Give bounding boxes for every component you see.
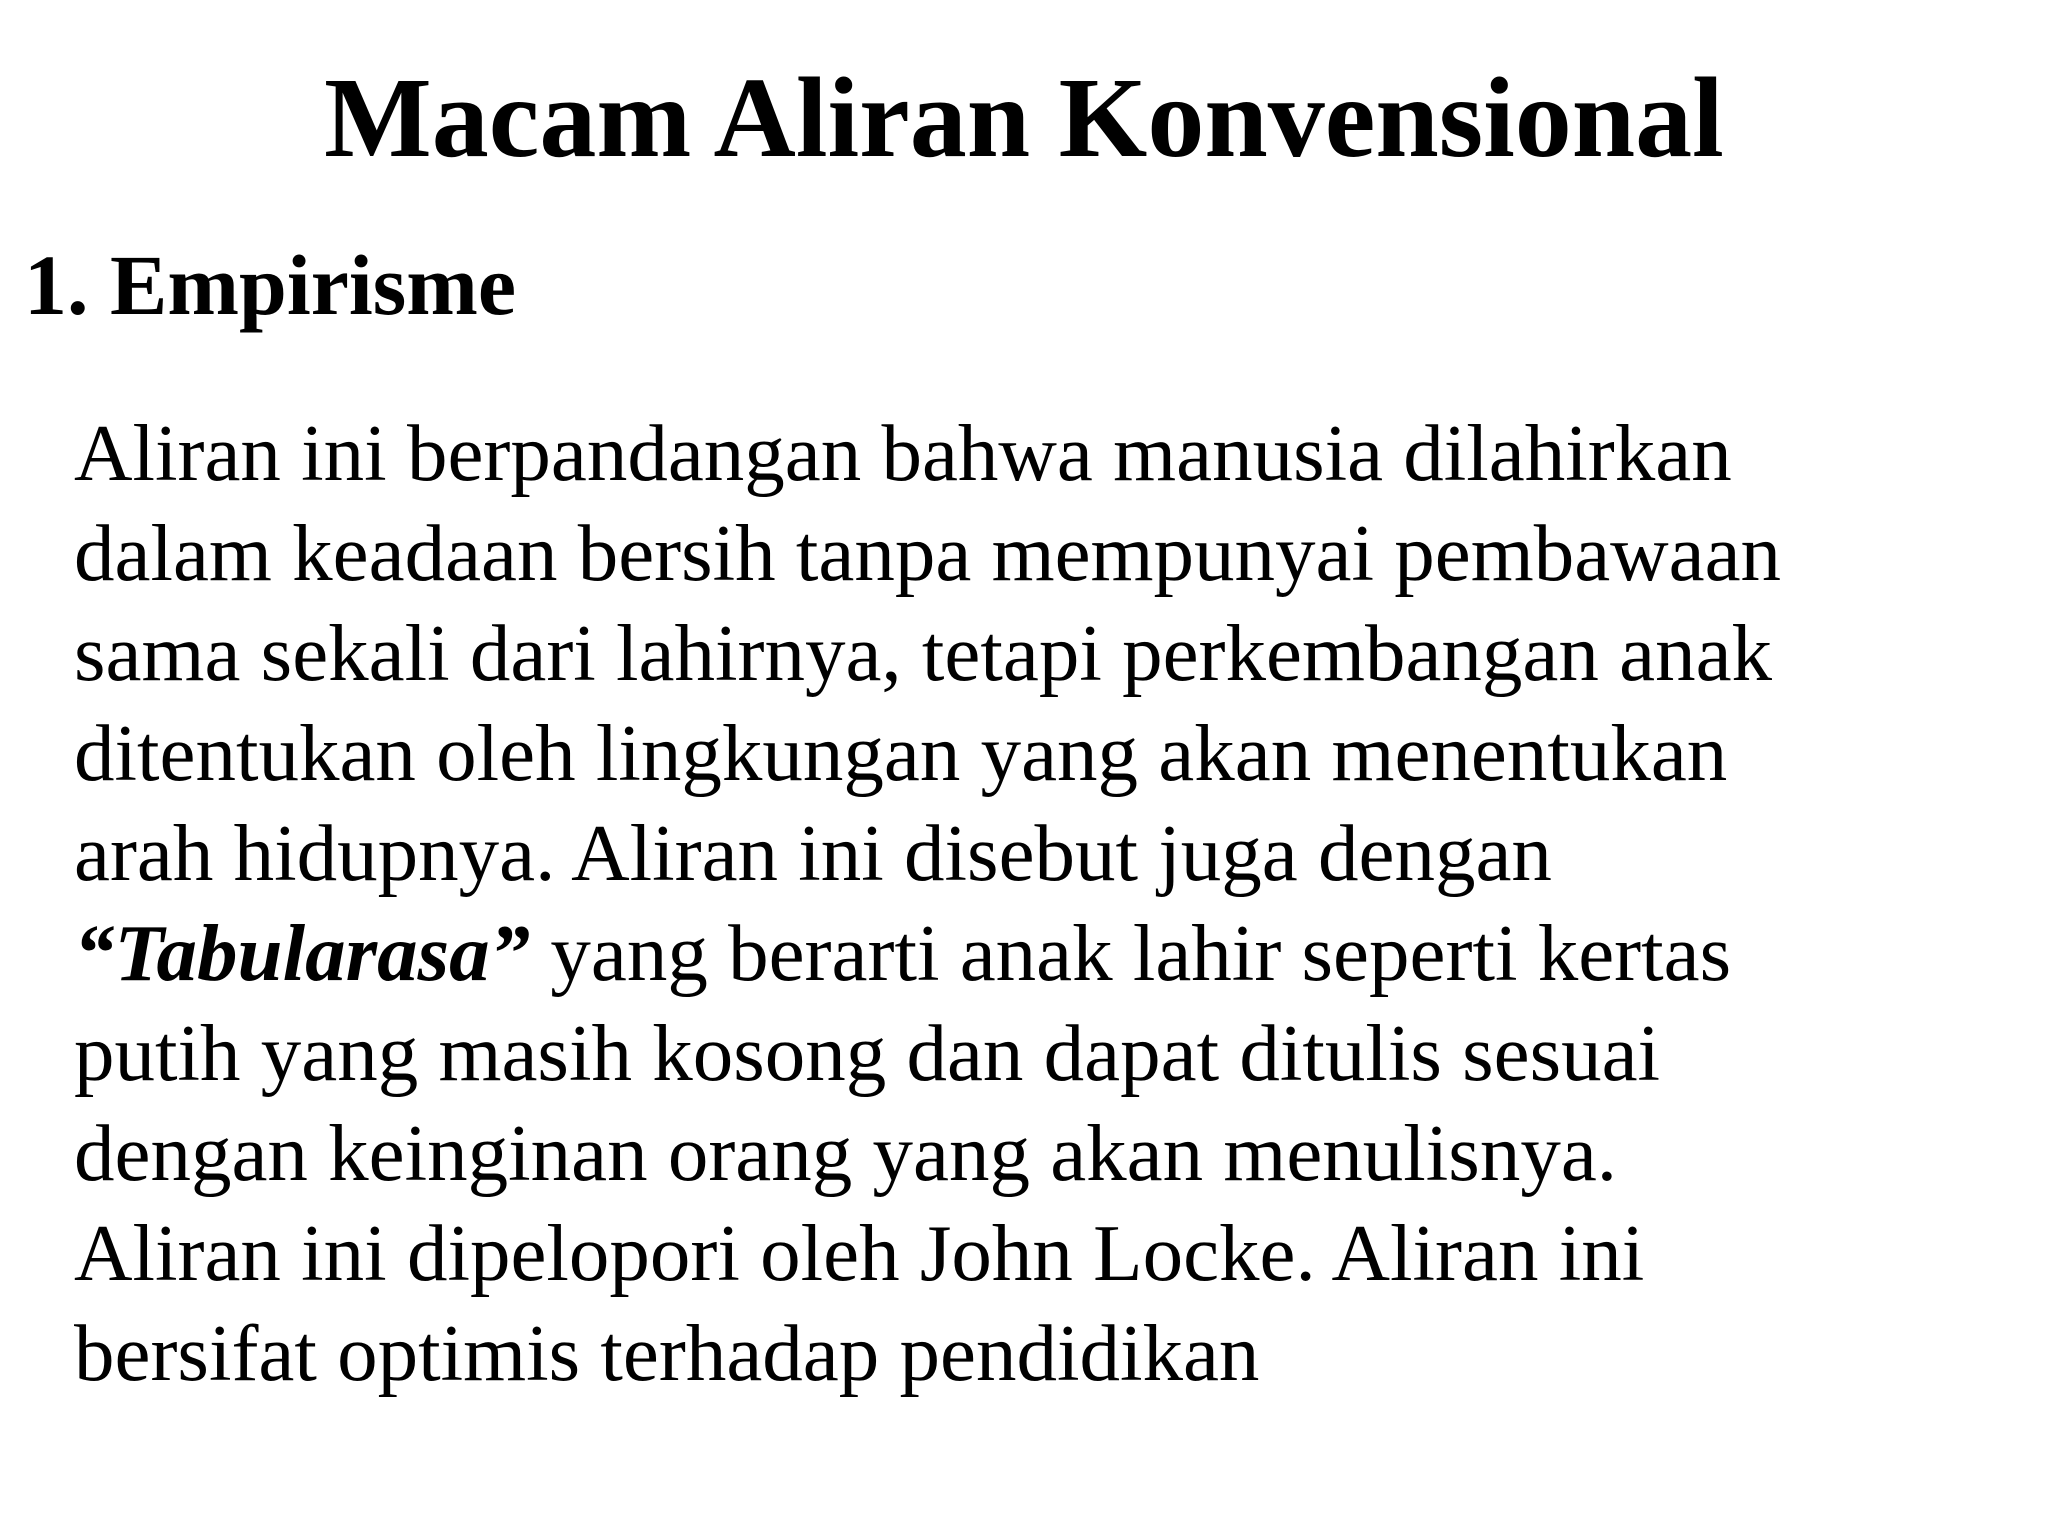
- paragraph-line: [74, 903, 2034, 1003]
- slide-title: Macam Aliran Konvensional: [324, 54, 1724, 181]
- paragraph-line: putih yang masih kosong dan dapat ditulis sesuai: [74, 1008, 1661, 1098]
- paragraph-line: dengan keinginan orang yang akan menulisnya.: [74, 1108, 1618, 1198]
- paragraph-line: ditentukan oleh lingkungan yang akan menentukan: [74, 708, 1728, 798]
- paragraph-line-rest: yang berarti anak lahir seperti kertas: [530, 908, 1732, 998]
- paragraph-line: Aliran ini dipelopori oleh John Locke. Aliran ini: [74, 1208, 1645, 1298]
- paragraph-line: sama sekali dari lahirnya, tetapi perkembangan anak: [74, 608, 1773, 698]
- paragraph-line: dalam keadaan bersih tanpa mempunyai pembawaan: [74, 508, 1782, 598]
- tabularasa-term: “Tabularasa”: [74, 908, 531, 998]
- section-heading: 1. Empirisme: [24, 237, 517, 333]
- paragraph-line: arah hidupnya. Aliran ini disebut juga dengan: [74, 808, 1552, 898]
- paragraph-line: bersifat optimis terhadap pendidikan: [74, 1308, 1260, 1398]
- paragraph-line: Aliran ini berpandangan bahwa manusia dilahirkan: [74, 408, 1732, 498]
- body-paragraph: [74, 403, 2034, 1403]
